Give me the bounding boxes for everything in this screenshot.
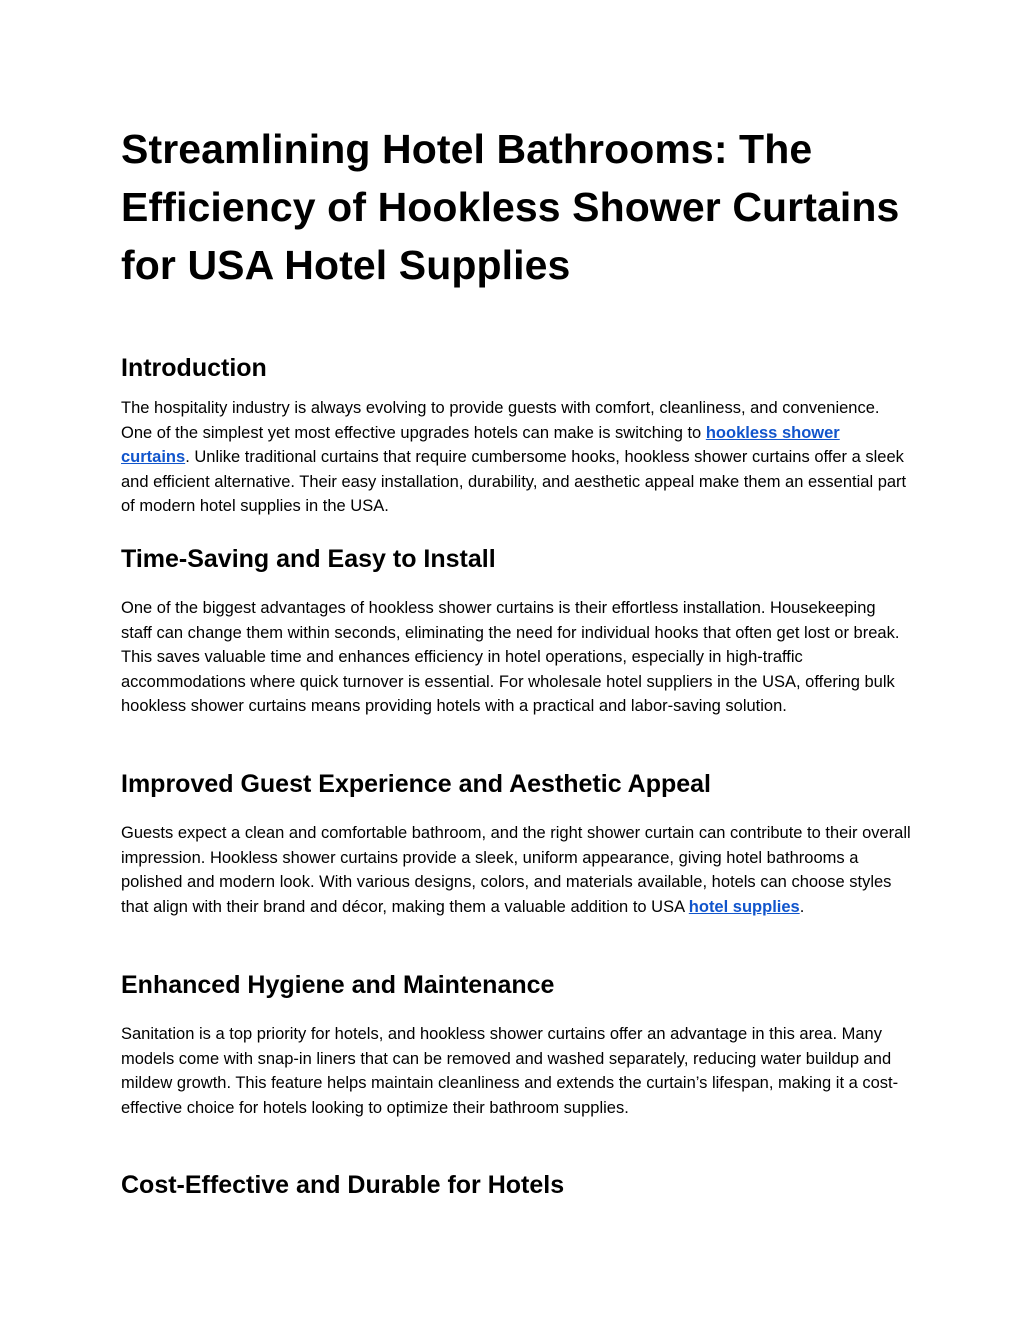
heading-introduction: Introduction xyxy=(121,354,267,382)
hookless-shower-curtains-link[interactable]: hookless shower curtains xyxy=(121,423,840,466)
heading-hygiene: Enhanced Hygiene and Maintenance xyxy=(121,971,555,999)
heading-guest-experience: Improved Guest Experience and Aesthetic Appeal xyxy=(121,770,711,798)
paragraph-introduction xyxy=(121,396,911,519)
paragraph-text: Guests expect a clean and comfortable bathroom, and the right shower curtain can contribute to their overall impression. Hookless shower curtains provide a sleek, uniform appearance, giving hotel bathrooms a polished and modern look. With various designs, colors, and materials available, hotels can choose styles that align with their brand and décor, making them a valuable addition to USA xyxy=(121,824,911,916)
paragraph-text: The hospitality industry is always evolving to provide guests with comfort, cleanliness, and convenience. One of the simplest yet most effective upgrades hotels can make is switching to xyxy=(121,399,880,442)
hotel-supplies-link[interactable]: hotel supplies xyxy=(688,897,800,916)
heading-time-saving: Time-Saving and Easy to Install xyxy=(121,545,496,573)
paragraph-text: . xyxy=(799,897,805,916)
paragraph-time-saving: One of the biggest advantages of hookless shower curtains is their effortless installation. Housekeeping staff can change them within seconds, eliminating the need for individual hooks that often get lost or break. This saves valuable time and enhances efficiency in hotel operations, especially in high-traffic accommodations where quick turnover is essential. For wholesale hotel suppliers in the USA, offering bulk hookless shower curtains means providing hotels with a practical and labor-saving solution. xyxy=(121,599,900,715)
document-title: Streamlining Hotel Bathrooms: The Efficiency of Hookless Shower Curtains for USA Hotel Supplies xyxy=(121,126,900,288)
paragraph-text: . Unlike traditional curtains that require cumbersome hooks, hookless shower curtains offer a sleek and efficient alternative. Their easy installation, durability, and aesthetic appeal make them an essential part of modern hotel supplies in the USA. xyxy=(121,448,907,515)
paragraph-guest-experience xyxy=(121,821,911,919)
paragraph-hygiene: Sanitation is a top priority for hotels, and hookless shower curtains offer an advantage in this area. Many models come with snap-in liners that can be removed and washed separately, reducing water buildup and mildew growth. This feature helps maintain cleanliness and extends the curtain’s lifespan, making it a cost-effective choice for hotels looking to optimize their bathroom supplies. xyxy=(121,1025,899,1117)
heading-cost-effective: Cost-Effective and Durable for Hotels xyxy=(121,1171,565,1199)
